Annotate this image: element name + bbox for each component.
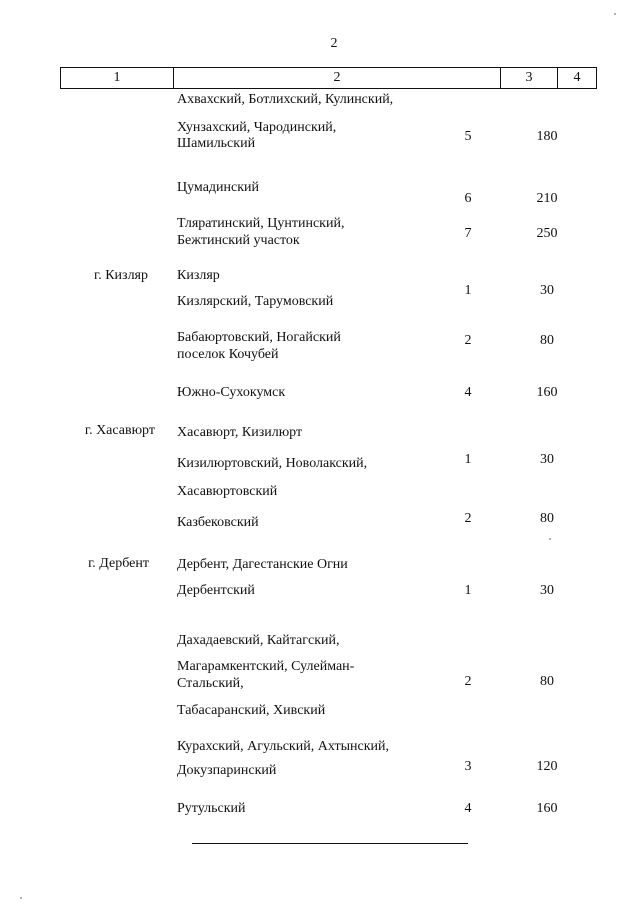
district-line: Казбековский [177, 515, 259, 530]
city-derbent: г. Дербент [88, 556, 149, 571]
district-line: Хунзахский, Чародинский, [177, 120, 337, 135]
district-line: поселок Кочубей [177, 347, 279, 362]
district-line: Тляратинский, Цунтинский, [177, 216, 345, 231]
district-line: Табасаранский, Хивский [177, 703, 326, 718]
amount-value: 30 [540, 583, 554, 598]
amount-value: 210 [536, 191, 558, 206]
district-line: Бабаюртовский, Ногайский [177, 330, 341, 345]
amount-value: 160 [536, 385, 558, 400]
zone-value: 2 [464, 674, 472, 689]
city-khasavyurt: г. Хасавюрт [84, 423, 155, 438]
district-line: Кизилюртовский, Новолакский, [177, 456, 368, 471]
zone-value: 1 [464, 283, 472, 298]
scan-speck [614, 13, 616, 15]
district-line: Хасавюрт, Кизилюрт [177, 425, 303, 440]
district-line: Докузпаринский [177, 763, 277, 778]
scan-speck [549, 538, 551, 540]
district-line: Дербент, Дагестанские Огни [177, 557, 348, 572]
amount-value: 120 [536, 759, 558, 774]
amount-value: 160 [536, 801, 558, 816]
amount-value: 180 [536, 129, 558, 144]
zone-value: 1 [464, 583, 472, 598]
city-kizlyar: г. Кизляр [94, 268, 148, 283]
amount-value: 80 [540, 333, 554, 348]
header-col-3: 3 [501, 68, 558, 88]
district-line: Стальский, [177, 676, 244, 691]
district-line: Ахвахский, Ботлихский, Кулинский, [177, 92, 394, 107]
zone-value: 4 [464, 801, 472, 816]
scan-speck [20, 897, 22, 899]
table-header-row [60, 67, 597, 89]
page-number: 2 [330, 36, 338, 51]
header-col-1: 1 [61, 68, 174, 88]
amount-value: 80 [540, 674, 554, 689]
district-line: Магарамкентский, Сулейман- [177, 659, 355, 674]
district-line: Хасавюртовский [177, 484, 278, 499]
header-col-4: 4 [573, 70, 581, 85]
district-line: Кизлярский, Тарумовский [177, 294, 334, 309]
zone-value: 7 [464, 226, 472, 241]
zone-value: 2 [464, 333, 472, 348]
district-line: Рутульский [177, 801, 246, 816]
district-line: Дербентский [177, 583, 255, 598]
zone-value: 6 [464, 191, 472, 206]
district-line: Цумадинский [177, 180, 260, 195]
district-line: Кизляр [177, 268, 220, 283]
district-line: Шамильский [177, 136, 256, 151]
bottom-rule [192, 843, 468, 844]
header-col-2: 2 [174, 68, 501, 88]
zone-value: 1 [464, 452, 472, 467]
amount-value: 250 [536, 226, 558, 241]
zone-value: 2 [464, 511, 472, 526]
zone-value: 5 [464, 129, 472, 144]
district-line: Бежтинский участок [177, 233, 300, 248]
district-line: Дахадаевский, Кайтагский, [177, 633, 340, 648]
amount-value: 30 [540, 452, 554, 467]
zone-value: 4 [464, 385, 472, 400]
zone-value: 3 [464, 759, 472, 774]
amount-value: 30 [540, 283, 554, 298]
amount-value: 80 [540, 511, 554, 526]
district-line: Курахский, Агульский, Ахтынский, [177, 739, 389, 754]
district-line: Южно-Сухокумск [177, 385, 286, 400]
